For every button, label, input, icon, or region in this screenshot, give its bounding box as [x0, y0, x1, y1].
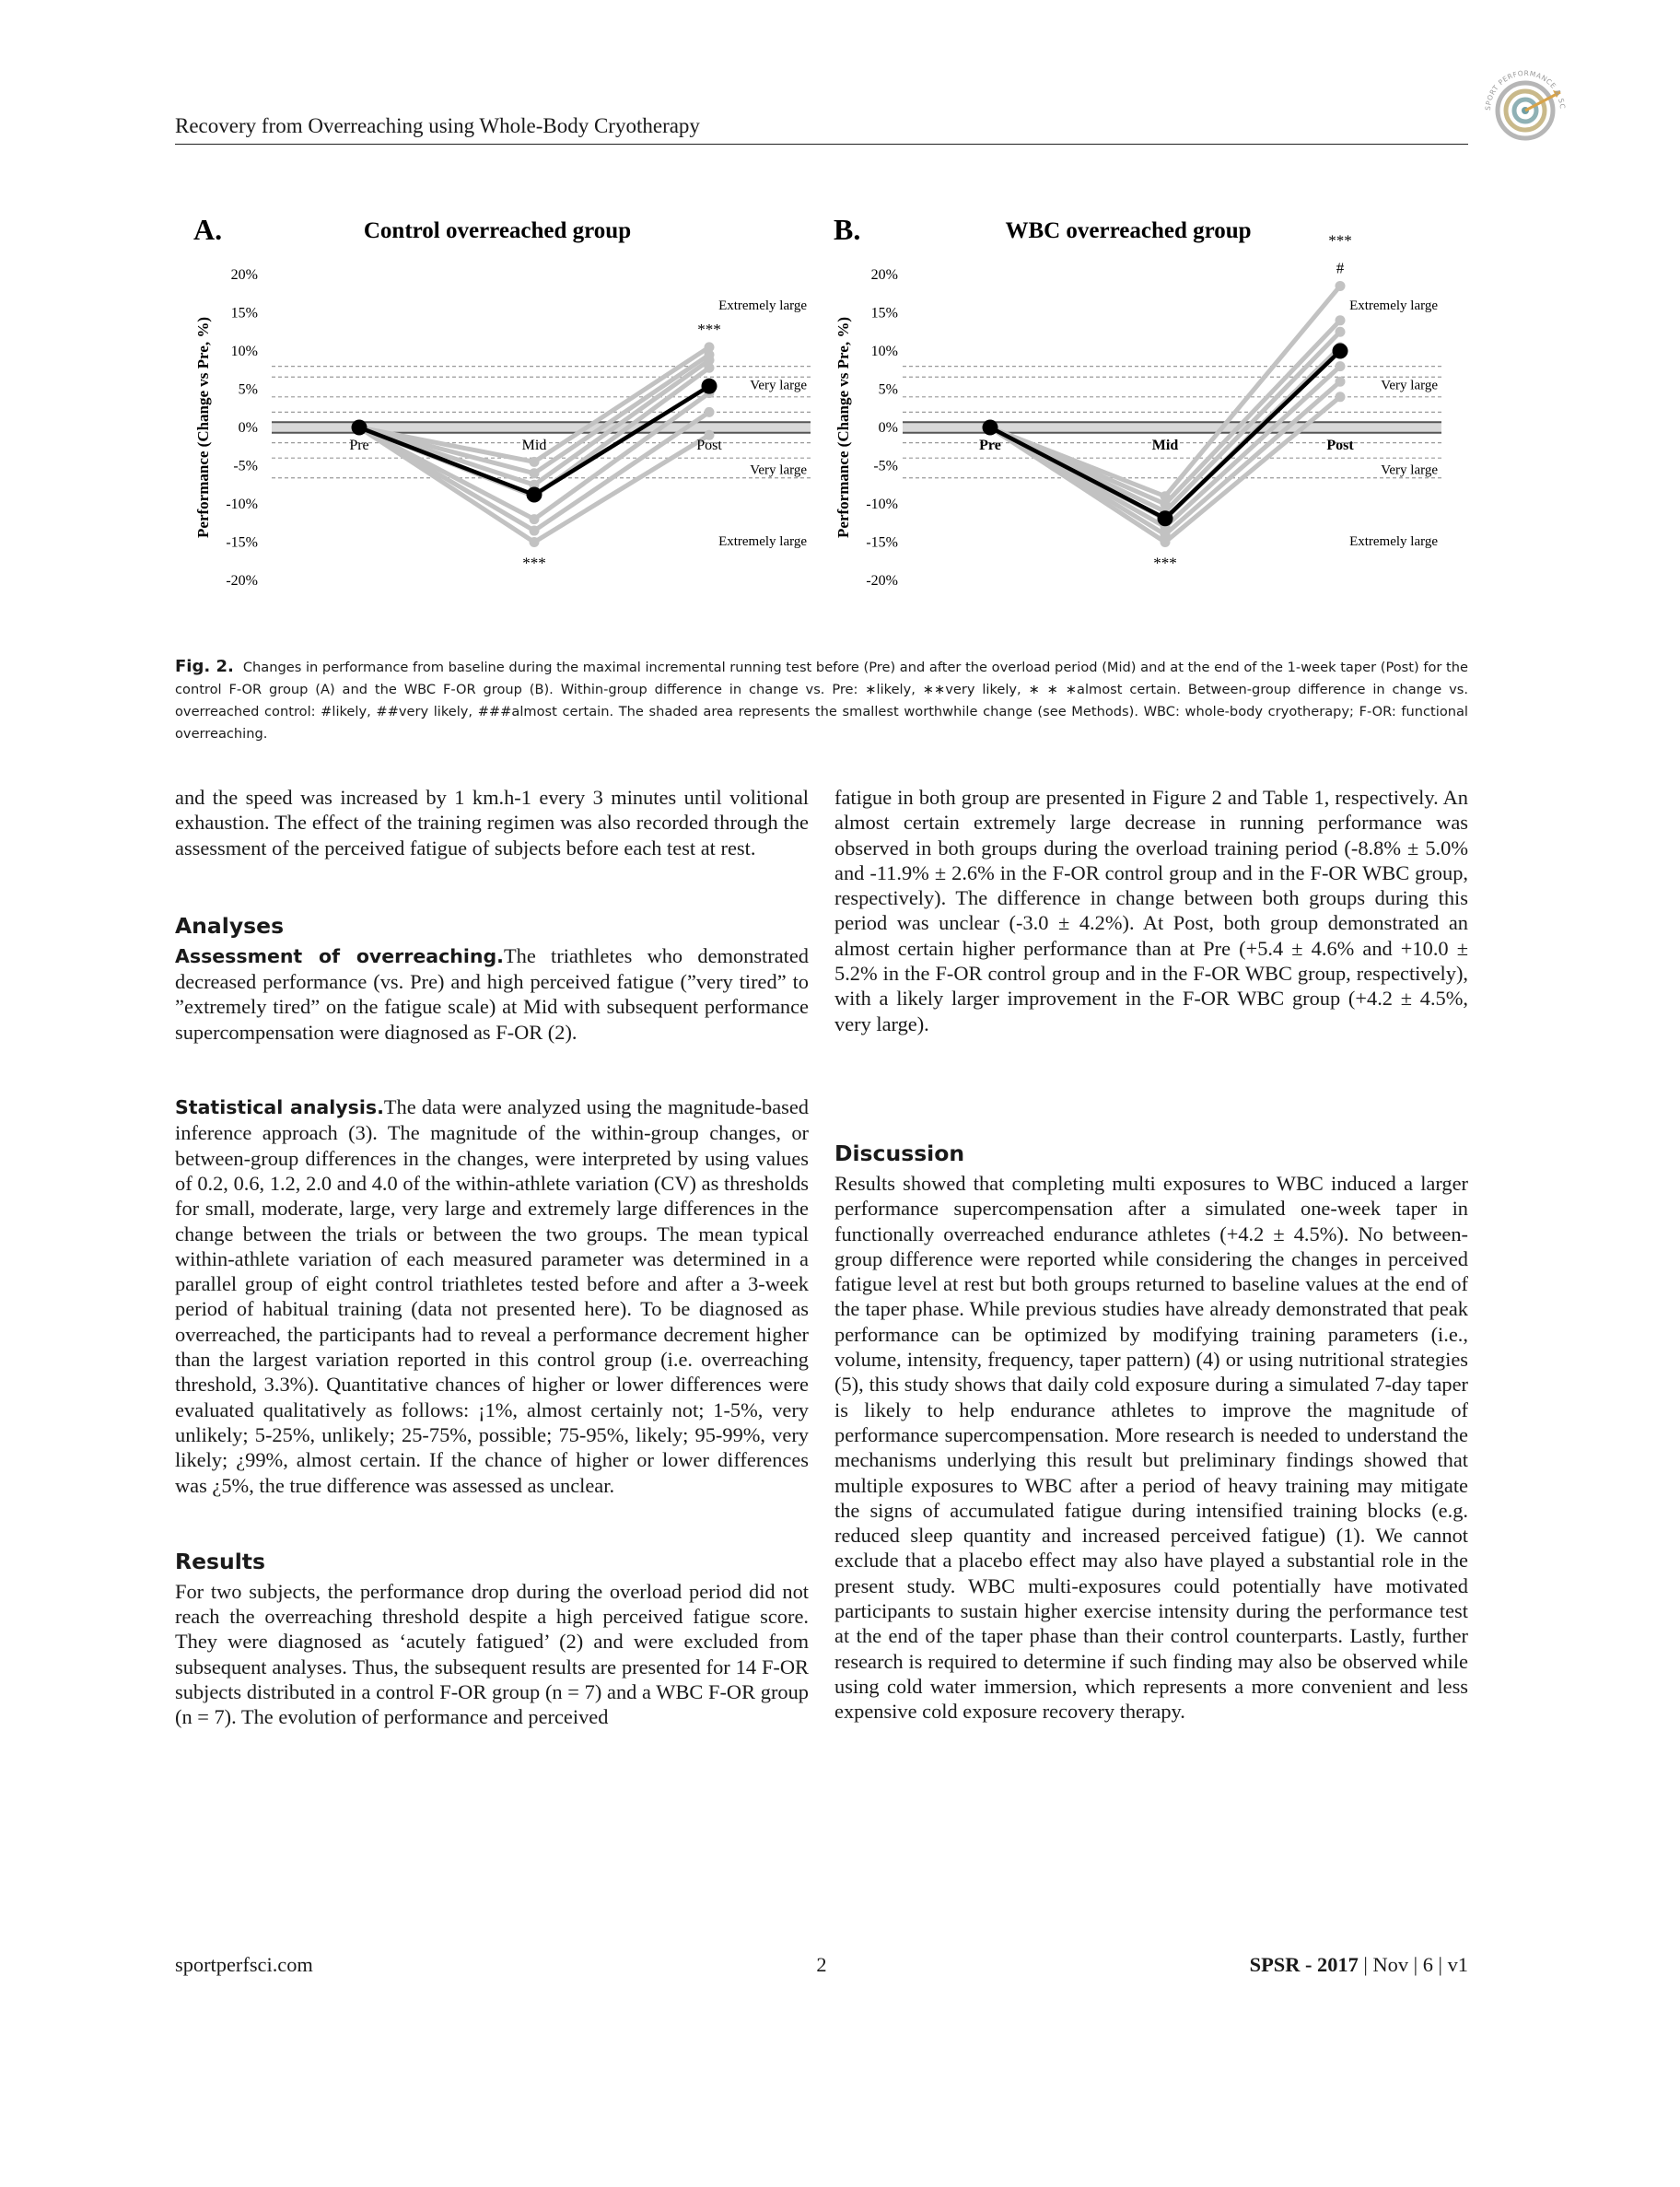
panel-a-ytick: -5% — [233, 458, 258, 474]
panel-a-individual-point — [705, 363, 715, 373]
panel-a-ytick: 0% — [238, 420, 258, 436]
panel-b-individual-line — [990, 286, 1340, 496]
footer-site: sportperfsci.com — [175, 1953, 313, 1976]
panel-b-annotation: # — [1336, 259, 1345, 277]
panel-b-category-label: Mid — [1151, 438, 1179, 453]
panel-b-zone-label: Very large — [1381, 462, 1438, 478]
panel-b-ytick: -15% — [866, 534, 898, 551]
panel-b-ytick: 5% — [878, 381, 898, 398]
panel-b-ytick: -5% — [873, 458, 898, 474]
panel-b-individual-point — [1336, 361, 1346, 371]
panel-b-letter: B. — [834, 213, 861, 246]
panel-a-ytick: 15% — [230, 305, 258, 322]
results-paragraph: For two subjects, the performance drop during the overload period did not reach the overreaching threshold despite a high perceived fatigue score. They were diagnosed as ‘acutely fatigued’ (2) and were excluded from subsequent analyses. Thus, the subsequent results are presented for 14 F-OR subjects distributed in a control F-OR group (n = 7) and a WBC F-OR group (n = 7). The evolution of performance and perceived — [175, 1579, 809, 1729]
panel-b-ytick: -10% — [866, 497, 898, 512]
panel-a-ytick: -20% — [226, 573, 258, 589]
panel-b-zone-label: Extremely large — [1349, 298, 1438, 314]
panel-a-ytick: 20% — [230, 267, 258, 283]
panel-a-mean-point — [352, 420, 368, 436]
panel-a-individual-point — [705, 407, 715, 417]
panel-a-ytick: 10% — [230, 344, 258, 359]
caption-label: Fig. 2. — [175, 657, 234, 676]
panel-b-category-label: Post — [1326, 438, 1354, 453]
assessment-paragraph — [175, 943, 809, 1045]
statistical-paragraph — [175, 1094, 809, 1498]
analyses-heading: Analyses — [175, 912, 285, 939]
panel-a-annotation: *** — [522, 554, 546, 572]
assessment-text: The triathletes who demonstrated decreased performance (vs. Pre) and high perceived fatigue (”very tired” to ”extremely tired” on the fatigue scale) at Mid with subsequent performance supercompensation were diagnosed as F-OR (2). — [175, 943, 809, 1044]
panel-b-mean-point — [1158, 510, 1173, 526]
footer-meta: | Nov | 6 | v1 — [1358, 1953, 1468, 1976]
panel-b-category-label: Pre — [979, 438, 1001, 453]
panel-a-category-label: Pre — [349, 438, 369, 453]
panel-a-category-label: Mid — [521, 438, 547, 453]
figure-caption — [175, 656, 1468, 745]
results-continuation: fatigue in both group are presented in Figure 2 and Table 1, respectively. An almost certain extremely large decrease in running performance was observed in both groups during the overload training period (-8.8% ± 5.0% and -11.9% ± 2.6% in the F-OR control group and in the F-OR WBC group, respectively). The difference in change between both groups during this period was unclear (-3.0 ± 4.2%). At Post, both group demonstrated an almost certain higher performance than at Pre (+5.4 ± 4.6% and +10.0 ± 5.2% in the F-OR control group and in the F-OR WBC group, respectively), with a likely larger improvement in the F-OR WBC group (+4.2 ± 4.5%, very large). — [834, 786, 1468, 1035]
caption-text: Changes in performance from baseline during the maximal incremental running test before (Pre) and after the overload period (Mid) and at the end of the 1-week taper (Post) for the control F-OR group (A) and the WBC F-OR group (B). Within-group difference in change vs. Pre: ∗likely, ∗∗very likely, ∗ ∗ ∗almost certain. Between-group difference in change vs. overreached control: #likely, ##very likely, ###almost certain. The shaded area represents the smallest worthwhile change (see Methods). WBC: whole-body cryotherapy; F-OR: functional overreaching. — [175, 660, 1468, 742]
statistical-text: The data were analyzed using the magnitude-based inference approach (3). The magnitude of the within-group changes, or between-group differences in the changes, were interpreted by using values of 0.2, 0.6, 1.2, 2.0 and 4.0 of the within-athlete variation (CV) as thresholds for small, moderate, large, very large and extremely large differences in the change between the trials or between the two groups. The mean typical within-athlete variation of each measured parameter was determined in a parallel group of eight control triathletes tested before and after a 3-week period of habitual training (data not presented here). To be diagnosed as overreached, the participants had to reveal a performance decrement higher than the largest variation reported in this control group (i.e. overreaching threshold, 3.3%). Quantitative chances of higher or lower differences were evaluated qualitatively as follows: ¡1%, almost certainly not; 1-5%, very unlikely; 5-25%, unlikely; 25-75%, possible; 75-95%, likely; 95-99%, very likely; ¿99%, almost certain. If the chance of higher or lower differences was ¿5%, the true difference was assessed as unclear. — [175, 1095, 809, 1497]
panel-b-ylabel: Performance (Change vs Pre, %) — [834, 317, 852, 538]
panel-a-individual-point — [530, 468, 540, 478]
discussion-paragraph: Results showed that completing multi exposures to WBC induced a larger performance supercompensation after a simulated one-week taper in functionally overreached endurance athletes (+4.2 ± 4.5%). No between-group difference were reported while considering the changes in perceived fatigue level at rest but both groups returned to baseline values at the end of the taper phase. While previous studies have already demonstrated that peak performance can be optimized by modifying training parameters (i.e., volume, intensity, frequency, taper pattern) (4) or using nutritional strategies (5), this study shows that daily cold exposure during a simulated 7-day taper is likely to help endurance athletes to improve the magnitude of performance supercompensation. More research is needed to understand the mechanisms underlying this result but preliminary findings showed that multiple exposures to WBC after a period of heavy training may mitigate the signs of accumulated fatigue during intensified training blocks (e.g. reduced sleep quantity and increased perceived fatigue) (1). We cannot exclude that a placebo effect may also have played a substantial role in the present study. WBC multi-exposures could potentially have motivated participants to sustain higher exercise intensity during the performance test at the end of the taper phase than their control counterparts. Lastly, further research is required to determine if such finding may also be observed while using cold water immersion, which represents a more convenient and less expensive cold exposure recovery therapy. — [834, 1171, 1468, 1724]
panel-a-zone-label: Extremely large — [718, 533, 807, 549]
page-footer — [175, 1953, 1468, 1981]
panel-a-title: Control overreached group — [363, 218, 632, 243]
panel-a-zone-label: Very large — [750, 462, 807, 478]
panel-b-individual-point — [1336, 315, 1346, 325]
left-column — [175, 785, 809, 1730]
figure-2-chart — [175, 210, 1483, 606]
footer-journal-name: SPSR - 2017 — [1249, 1953, 1359, 1976]
results-heading: Results — [175, 1548, 266, 1574]
methods-continuation: and the speed was increased by 1 km.h-1 every 3 minutes until volitional exhaustion. The effect of the training regimen was also recorded through the assessment of the perceived fatigue of subjects before each test at rest. — [175, 786, 809, 860]
panel-b-zone-label: Very large — [1381, 378, 1438, 393]
panel-b-annotation: *** — [1153, 554, 1177, 572]
panel-b-individual-point — [1336, 281, 1346, 291]
panel-a-category-label: Post — [696, 438, 722, 453]
panel-a-mean-point — [702, 379, 718, 394]
assessment-runin: Assessment of overreaching. — [175, 944, 504, 967]
panel-a-mean-point — [527, 487, 542, 503]
figure-2 — [175, 210, 1483, 606]
statistical-runin: Statistical analysis. — [175, 1096, 384, 1119]
panel-b-individual-point — [1336, 377, 1346, 387]
panel-b-individual-point — [1336, 392, 1346, 402]
running-header — [175, 112, 1468, 145]
footer-journal — [1250, 1953, 1468, 1977]
panel-b-mean-point — [983, 420, 998, 436]
panel-b-title: WBC overreached group — [1005, 218, 1252, 243]
panel-a-ytick: -10% — [226, 497, 258, 512]
journal-logo — [1476, 61, 1575, 160]
right-column — [834, 785, 1468, 1725]
panel-a-zone-label: Extremely large — [718, 298, 807, 314]
panel-a-ytick: 5% — [238, 381, 258, 398]
target-logo-icon — [1476, 61, 1575, 160]
panel-b-individual-point — [1336, 327, 1346, 337]
panel-b-mean-point — [1333, 344, 1348, 359]
discussion-heading: Discussion — [834, 1140, 965, 1166]
panel-a-individual-point — [530, 526, 540, 536]
panel-b-ytick: 15% — [870, 305, 898, 322]
panel-b-ytick: 10% — [870, 344, 898, 359]
panel-a-annotation: *** — [697, 320, 721, 338]
panel-b-ytick: -20% — [866, 573, 898, 589]
panel-b-ytick: 20% — [870, 267, 898, 283]
panel-b-ytick: 0% — [878, 420, 898, 436]
panel-b-individual-point — [1161, 537, 1171, 547]
panel-b-zone-label: Extremely large — [1349, 533, 1438, 549]
logo-text: SPORT PERFORMANCE & SC — [1483, 68, 1568, 111]
panel-a-individual-point — [530, 514, 540, 524]
footer-page-number: 2 — [816, 1953, 827, 1976]
panel-a-ytick: -15% — [226, 534, 258, 551]
panel-a-zone-label: Very large — [750, 378, 807, 393]
panel-a-letter: A. — [193, 213, 223, 246]
panel-a-individual-point — [530, 457, 540, 467]
panel-a-individual-point — [530, 537, 540, 547]
running-title: Recovery from Overreaching using Whole-Body Cryotherapy — [175, 114, 700, 137]
panel-b-annotation: *** — [1328, 231, 1352, 250]
panel-a-ylabel: Performance (Change vs Pre, %) — [194, 317, 212, 538]
